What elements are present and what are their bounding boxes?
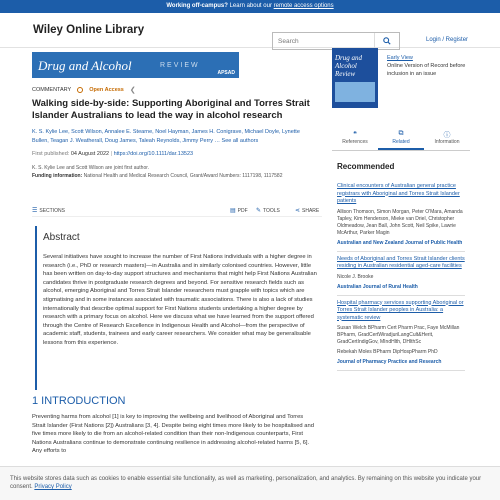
publication-info: First published: 04 August 2022 | https://doi.org/10.1111/dar.13523: [32, 151, 194, 157]
share-icon-small[interactable]: ❮: [129, 87, 136, 94]
list-item: [337, 252, 465, 296]
search-input[interactable]: Search: [272, 32, 400, 50]
related-icon: ⧉: [398, 130, 404, 137]
abstract-text: Several initiatives have sought to increase the number of First Nations individuals with a higher degree in research (i.e., PhD or research masters)—in Australia and in similarly colonised countries. However, little has been written on day-to-day support structures and mechanisms that might help First Nations Australian candidates thrive in postgraduate research degrees and beyond. For sensitive research fields such as alcohol, emerging Aboriginal and Torres Strait Islander researchers must grapple with topics which are stigmatising and in some instances associated with traumatic associations. There is also a lack of studies internationally that describe optimal support for First Nations students undertaking a higher degree by research with a primary focus on alcohol. Here we discuss what we have learned from the support offered through the Centre of Research Excellence in Indigenous Health and Alcohol—from the perspective of academic staff, students, trainees and early career researchers. We consider what may be generalisable lessons from this experience.: [43, 254, 317, 346]
share-label: SHARE: [302, 207, 320, 214]
sidebar-tabs: [332, 126, 470, 151]
tools-label: TOOLS: [263, 207, 280, 214]
article-title: Walking side-by-side: Supporting Aboriginal and Torres Strait Islander Australians to lead the way in alcohol research: [32, 98, 310, 121]
published-date: 04 August 2022: [70, 151, 110, 157]
journal-cover[interactable]: [332, 48, 378, 108]
pdf-icon: ▤: [230, 208, 236, 214]
published-label: First published:: [32, 151, 70, 157]
banner-review: REVIEW: [160, 62, 200, 69]
list-item: [337, 179, 465, 252]
early-view-link[interactable]: Early View: [387, 55, 413, 61]
cookie-banner: [0, 466, 500, 500]
tab-information-label: Information: [434, 139, 460, 145]
login-register-link[interactable]: Login / Register: [426, 37, 469, 43]
wrench-icon: ✎: [256, 208, 262, 214]
introduction-text: Preventing harms from alcohol [1] is key to improving the wellbeing and livelihood of Aboriginal and Torres Strait Islander (First Nations [2]) Australians [3, 4]. Despite being eight times more likely to be hospitalised and five times more likely to die from an alcohol-related condition than their non-Indigenous counterparts, First Nations Australians continue to demonstrate continuing resilience in addressing alcohol-related harms [5, 6]. Any efforts to: [32, 414, 314, 455]
tab-related-label: Related: [392, 139, 410, 145]
sections-button[interactable]: [32, 207, 65, 214]
pdf-button[interactable]: [230, 207, 248, 214]
joint-author-note: K. S. Kylie Lee and Scott Wilson are joint first author.: [32, 165, 150, 171]
sections-label: SECTIONS: [39, 207, 65, 214]
tools-button[interactable]: [256, 207, 280, 214]
remote-access-bar: [0, 0, 500, 13]
recommended-article-link[interactable]: Hospital pharmacy services supporting Aboriginal or Torres Strait Islander peoples in Australia: a systematic review: [337, 299, 464, 321]
article-toolbar: [32, 205, 322, 217]
recommended-article-link[interactable]: Clinical encounters of Australian general practice registrars with Aboriginal and Torres Strait Islander patients: [337, 183, 460, 204]
recommended-journal[interactable]: Australian and New Zealand Journal of Public Health: [337, 239, 463, 246]
share-button[interactable]: [295, 207, 319, 214]
info-icon: ⓘ: [443, 132, 451, 139]
recommended-authors-extra: Rebekah Moles BPharm DipHospPharm PhD: [337, 349, 438, 355]
cookie-text: This website stores data such as cookies to enable essential site functionality, as well as marketing, personalization, and analytics. By remaining on this website you indicate your consent.: [10, 476, 482, 490]
cover-graphic: [335, 82, 375, 102]
open-access-badge: Open Access: [89, 87, 124, 93]
tab-information[interactable]: [424, 126, 470, 150]
list-item: [337, 296, 465, 372]
article-meta: [32, 86, 136, 94]
cover-title: Drug and Alcohol Review: [335, 54, 363, 78]
author-list[interactable]: K. S. Kylie Lee, Scott Wilson, Annalee E. Stearne, Noel Hayman, James H. Conigrave, Michael Doyle, Lynette Bullen, Teagan J. Weatherall, Doug James, Taleah Reynolds, Jimmy Perry … See all authors: [32, 129, 300, 144]
funding-block: [32, 165, 317, 180]
funding-text: National Health and Medical Research Council, Grant/Award Numbers: 1117198, 1117582: [82, 172, 283, 179]
privacy-policy-link[interactable]: Privacy Policy: [34, 484, 72, 490]
tab-references-label: References: [342, 139, 368, 145]
banner-title: Drug and Alcohol: [38, 58, 132, 73]
recommended-heading: Recommended: [337, 162, 395, 171]
site-logo[interactable]: Wiley Online Library: [33, 24, 145, 36]
abstract-heading: Abstract: [43, 232, 80, 243]
remote-access-bold: Working off-campus?: [166, 3, 228, 9]
tab-references[interactable]: [332, 126, 378, 150]
recommended-authors: Allison Thomson, Simon Morgan, Peter O'Mara, Amanda Tapley, Kim Henderson, Mieke van Driel, Christopher Oldmeadow, Jean Ball, John Scott, Neil Spike, Lawrie McArthur, Parker Magin: [337, 208, 463, 236]
early-view-description: Online Version of Record before inclusion in an issue: [387, 63, 466, 77]
list-icon: ☰: [32, 208, 38, 214]
references-icon: ❝: [353, 131, 357, 138]
sidebar: [327, 36, 470, 481]
recommended-authors: Nicole J. Brooke: [337, 273, 374, 280]
share-icon: ⋖: [295, 208, 301, 214]
abstract-section: [35, 226, 318, 390]
recommended-article-link[interactable]: Needs of Aboriginal and Torres Strait Islander clients residing in Australian residential aged-care facilities: [337, 255, 465, 269]
recommended-authors: Susan Welch BPharm Cert Pharm Prac, Faye McMillan BPharm, GradCertWiradjuriLangCult&Herit, GradCertIndigGov, MIndHlth, DHlthSc: [337, 325, 460, 345]
recommended-journal[interactable]: Australian Journal of Rural Health: [337, 283, 418, 290]
doi-link[interactable]: https://doi.org/10.1111/dar.13523: [113, 151, 194, 157]
tab-related[interactable]: [378, 126, 424, 150]
recommended-list: [337, 179, 465, 371]
journal-banner[interactable]: [32, 52, 239, 78]
introduction-heading: 1 INTRODUCTION: [32, 395, 126, 407]
cookie-text-container: [10, 475, 490, 491]
funding-label: Funding information:: [32, 172, 83, 179]
remote-access-link[interactable]: remote access options: [273, 3, 334, 9]
banner-apsad: APSAD: [217, 70, 235, 76]
open-access-icon: [77, 87, 83, 93]
recommended-journal[interactable]: Journal of Pharmacy Practice and Research: [337, 359, 442, 365]
pdf-label: PDF: [237, 207, 248, 214]
article-type: COMMENTARY: [32, 87, 72, 93]
remote-access-text: Learn about our: [227, 3, 274, 9]
